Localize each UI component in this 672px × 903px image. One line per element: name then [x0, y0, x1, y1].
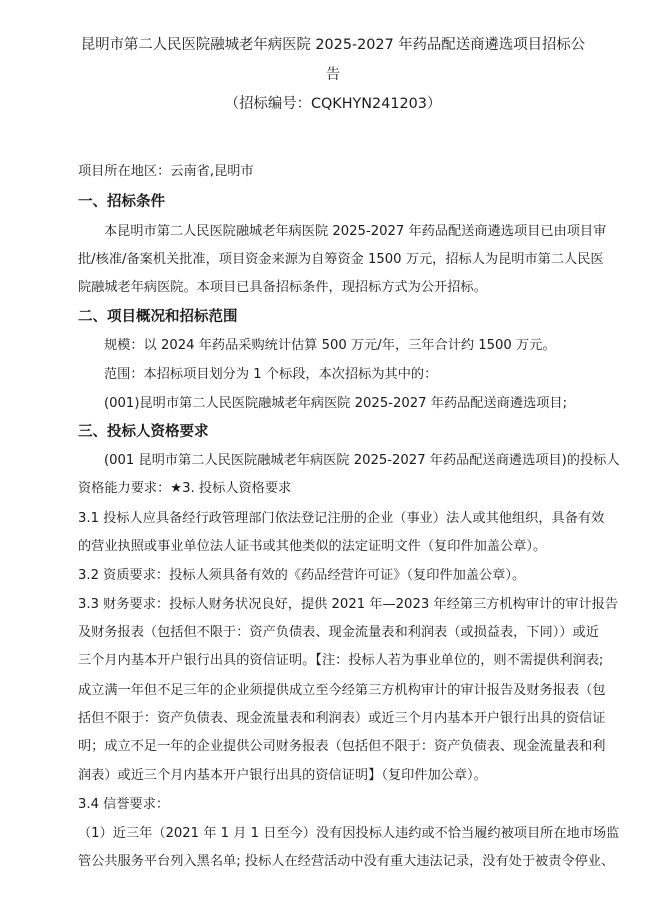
item-3-3-line: 三个月内基本开户银行出具的资信证明。【注：投标人若为事业单位的，则不需提供利润表;: [78, 653, 604, 668]
item-3-2: 3.2 资质要求：投标人须具备有效的《药品经营许可证》（复印件加盖公章）。: [78, 568, 526, 583]
section1-line: 本昆明市第二人民医院融城老年病医院 2025-2027 年药品配送商遴选项目已由项目审: [104, 224, 607, 239]
section1-heading: 一、招标条件: [78, 194, 165, 210]
item-3-3-line: 润表）或近三个月内基本开户银行出具的资信证明】（复印件加公章）。: [78, 768, 487, 783]
section1-line: 批/核准/备案机关批准，项目资金来源为自筹资金 1500 万元，招标人为昆明市第二人民医: [78, 252, 604, 267]
item-3-1-line: 的营业执照或事业单位法人证书或其他类似的法定证明文件（复印件加盖公章）。: [78, 539, 547, 554]
item-3-3-line: 及财务报表（包括但不限于：资产负债表、现金流量表和利润表（或损益表，下同））或近: [78, 625, 599, 640]
item-3-4-line: （1）近三年（2021 年 1 月 1 日至今）没有因投标人违约或不恰当履约被项目所在地市场监: [78, 826, 620, 841]
section2-scale: 规模：以 2024 年药品采购统计估算 500 万元/年，三年合计约 1500 万元。: [104, 338, 556, 353]
section2-heading: 二、项目概况和招标范围: [78, 309, 238, 325]
item-3-4-heading: 3.4 信誉要求：: [78, 797, 170, 812]
section2-lot: (001)昆明市第二人民医院融城老年病医院 2025-2027 年药品配送商遴选项目;: [104, 396, 568, 411]
item-3-4-line: 管公共服务平台列入黑名单; 投标人在经营活动中没有重大违法记录，没有处于被责令停业、: [78, 854, 615, 869]
item-3-1-line: 3.1 投标人应具备经行政管理部门依法登记注册的企业（事业）法人或其他组织，具备有效: [78, 511, 605, 526]
section2-scope: 范围：本招标项目划分为 1 个标段，本次招标为其中的：: [104, 367, 438, 382]
section3-heading: 三、投标人资格要求: [78, 424, 209, 440]
item-3-3-line: 括但不限于：资产负债表、现金流量表和利润表）或近三个月内基本开户银行出具的资信证: [78, 711, 606, 726]
document-title-line1: 昆明市第二人民医院融城老年病医院 2025-2027 年药品配送商遴选项目招标公: [80, 37, 586, 53]
item-3-3-line: 3.3 财务要求：投标人财务状况良好，提供 2021 年—2023 年经第三方机构审计的审计报告: [78, 597, 619, 612]
section3-intro-line: 资格能力要求：★3. 投标人资格要求: [78, 481, 292, 496]
bid-number: （招标编号：CQKHYN241203）: [224, 96, 442, 112]
section1-line: 院融城老年病医院。本项目已具备招标条件，现招标方式为公开招标。: [78, 280, 487, 295]
section3-intro-line: (001 昆明市第二人民医院融城老年病医院 2025-2027 年药品配送商遴选项目)的投标人: [104, 453, 620, 468]
item-3-3-line: 明；成立不足一年的企业提供公司财务报表（包括但不限于：资产负债表、现金流量表和利: [78, 739, 606, 754]
item-3-3-line: 成立满一年但不足三年的企业须提供成立至今经第三方机构审计的审计报告及财务报表（包: [78, 683, 606, 698]
project-region: 项目所在地区：云南省,昆明市: [78, 164, 254, 179]
document-title-line2: 告: [325, 67, 341, 83]
